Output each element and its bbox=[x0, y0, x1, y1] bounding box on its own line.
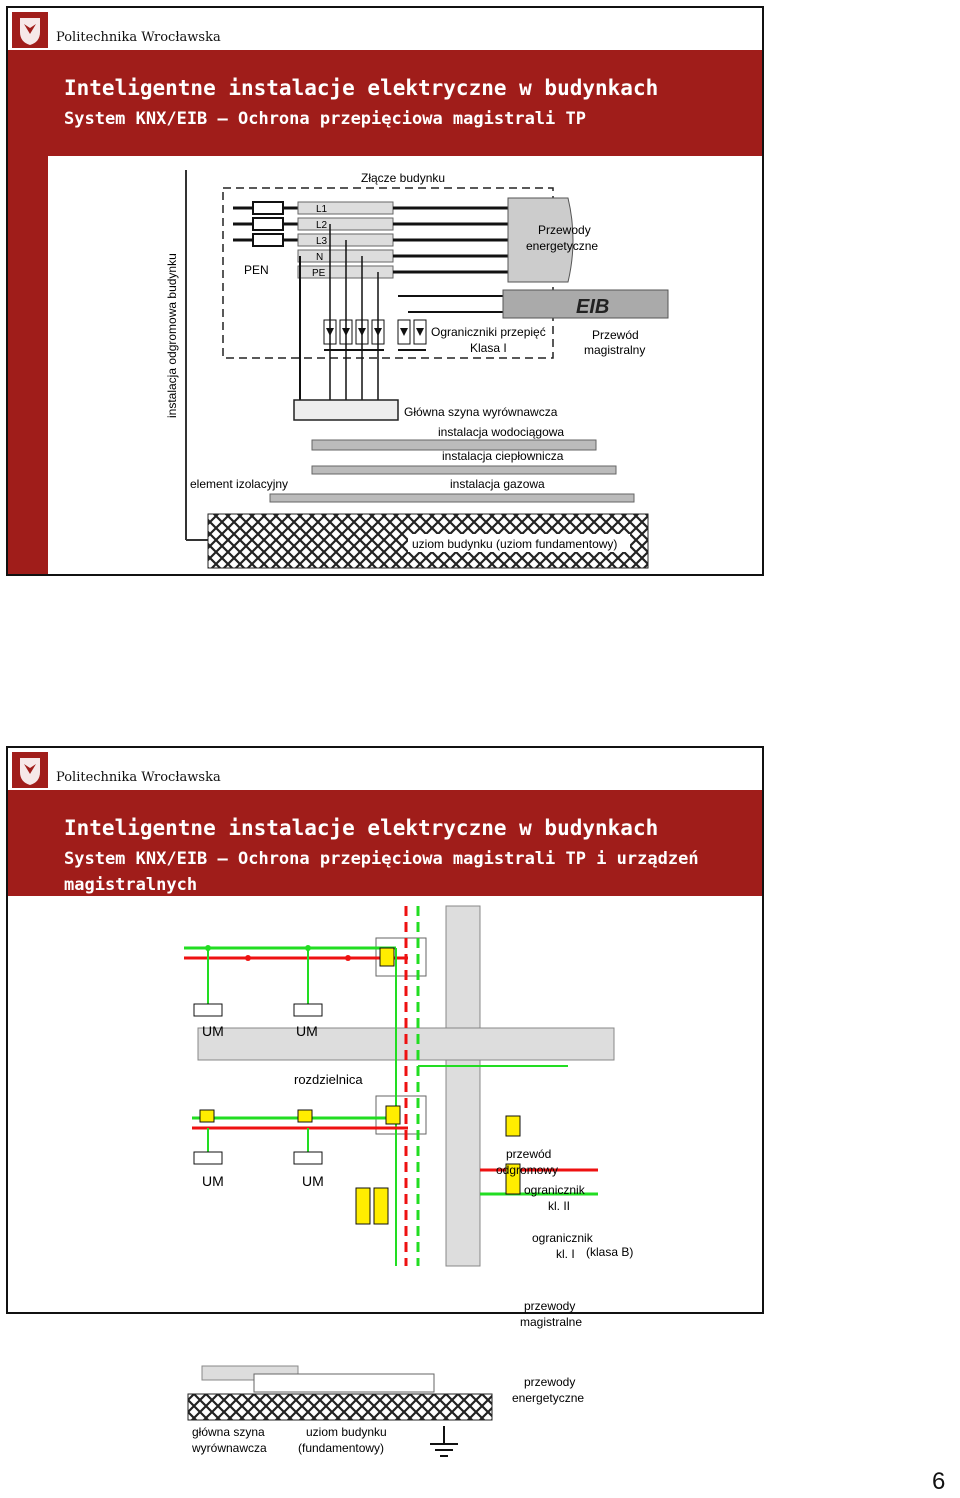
left-strip bbox=[8, 156, 48, 574]
um-label: UM bbox=[296, 1023, 318, 1039]
label-przewod-odg-2: odgromowy bbox=[496, 1163, 559, 1177]
label-odgromowa: instalacja odgromowa budynku bbox=[165, 253, 179, 418]
building-column bbox=[446, 906, 480, 1266]
label-magistralne-1: przewody bbox=[524, 1299, 576, 1313]
brand-bar bbox=[8, 8, 762, 50]
label-przewod-odg-1: przewód bbox=[506, 1147, 552, 1161]
label-energetyczne-1: przewody bbox=[524, 1375, 576, 1389]
label-pen: PEN bbox=[244, 263, 269, 277]
label-cieplo: instalacja ciepłownicza bbox=[442, 449, 564, 463]
label-rozdzielnica: rozdzielnica bbox=[294, 1072, 363, 1087]
label-ogr1-1: ogranicznik bbox=[532, 1231, 593, 1245]
label-klasa-b: (klasa B) bbox=[586, 1245, 634, 1259]
um-label: UM bbox=[302, 1173, 324, 1189]
page-number: 6 bbox=[932, 1468, 946, 1495]
label-n: N bbox=[316, 252, 324, 263]
university-logo bbox=[12, 12, 48, 48]
label-gaz: instalacja gazowa bbox=[450, 477, 545, 491]
label-l3: L3 bbox=[316, 236, 328, 247]
earth-electrode bbox=[188, 1394, 492, 1420]
label-ogr2-2: kl. II bbox=[548, 1199, 571, 1213]
label-uziom: uziom budynku (uziom fundamentowy) bbox=[412, 537, 618, 551]
label-uziom-2: (fundamentowy) bbox=[298, 1441, 385, 1455]
label-ogr1-2: kl. I bbox=[556, 1247, 575, 1261]
surge-arresters bbox=[324, 320, 426, 350]
label-magistralny-1: Przewód bbox=[592, 328, 639, 342]
slide-subtitle: System KNX/EIB – Ochrona przepięciowa magistrali TP bbox=[64, 109, 586, 129]
university-name: Politechnika Wrocławska bbox=[56, 770, 221, 785]
label-szyna: Główna szyna wyrównawcza bbox=[404, 405, 558, 419]
slide-1 bbox=[6, 6, 764, 576]
label-przewody-en-2: energetyczne bbox=[526, 239, 599, 253]
label-ogr-1: Ograniczniki przepięć bbox=[431, 325, 546, 339]
building-connection-diagram bbox=[48, 156, 762, 574]
label-ogr2-1: ogranicznik bbox=[524, 1183, 585, 1197]
main-equalizing-bar bbox=[294, 400, 398, 420]
um-label: UM bbox=[202, 1023, 224, 1039]
label-przewody-en-1: Przewody bbox=[538, 223, 591, 237]
label-pe: PE bbox=[312, 268, 326, 279]
slide-subtitle: System KNX/EIB – Ochrona przepięciowa magistrali TP i urządzeń magistralnych bbox=[64, 849, 699, 895]
surge-protection-diagram bbox=[8, 896, 762, 1455]
slide-title: Inteligentne instalacje elektryczne w budynkach bbox=[64, 76, 659, 100]
um-label: UM bbox=[202, 1173, 224, 1189]
university-logo bbox=[12, 752, 48, 788]
label-energetyczne-2: energetyczne bbox=[512, 1391, 585, 1405]
label-wodociag: instalacja wodociągowa bbox=[438, 425, 565, 439]
label-zlacze: Złącze budynku bbox=[361, 171, 446, 185]
label-l1: L1 bbox=[316, 204, 328, 215]
slide-2 bbox=[6, 746, 764, 1455]
label-element: element izolacyjny bbox=[190, 477, 289, 491]
brand-bar bbox=[8, 748, 762, 790]
label-uziom-1: uziom budynku bbox=[306, 1425, 387, 1439]
label-magistralne-2: magistralne bbox=[520, 1315, 583, 1329]
fuse-block bbox=[233, 202, 298, 246]
label-szyna-2: wyrównawcza bbox=[192, 1441, 267, 1455]
slide-title: Inteligentne instalacje elektryczne w budynkach bbox=[64, 816, 659, 840]
label-magistralny-2: magistralny bbox=[584, 343, 646, 357]
title-box bbox=[8, 790, 762, 896]
um-device bbox=[194, 1152, 224, 1189]
gas-pipe bbox=[270, 494, 634, 502]
um-device bbox=[294, 1152, 324, 1189]
eib-logo: EIB bbox=[576, 296, 610, 318]
title-box bbox=[8, 50, 762, 156]
university-name: Politechnika Wrocławska bbox=[56, 30, 221, 45]
label-ogr-2: Klasa I bbox=[470, 341, 507, 355]
heating-pipe bbox=[312, 466, 616, 474]
label-szyna-1: główna szyna bbox=[192, 1425, 265, 1439]
label-l2: L2 bbox=[316, 220, 328, 231]
